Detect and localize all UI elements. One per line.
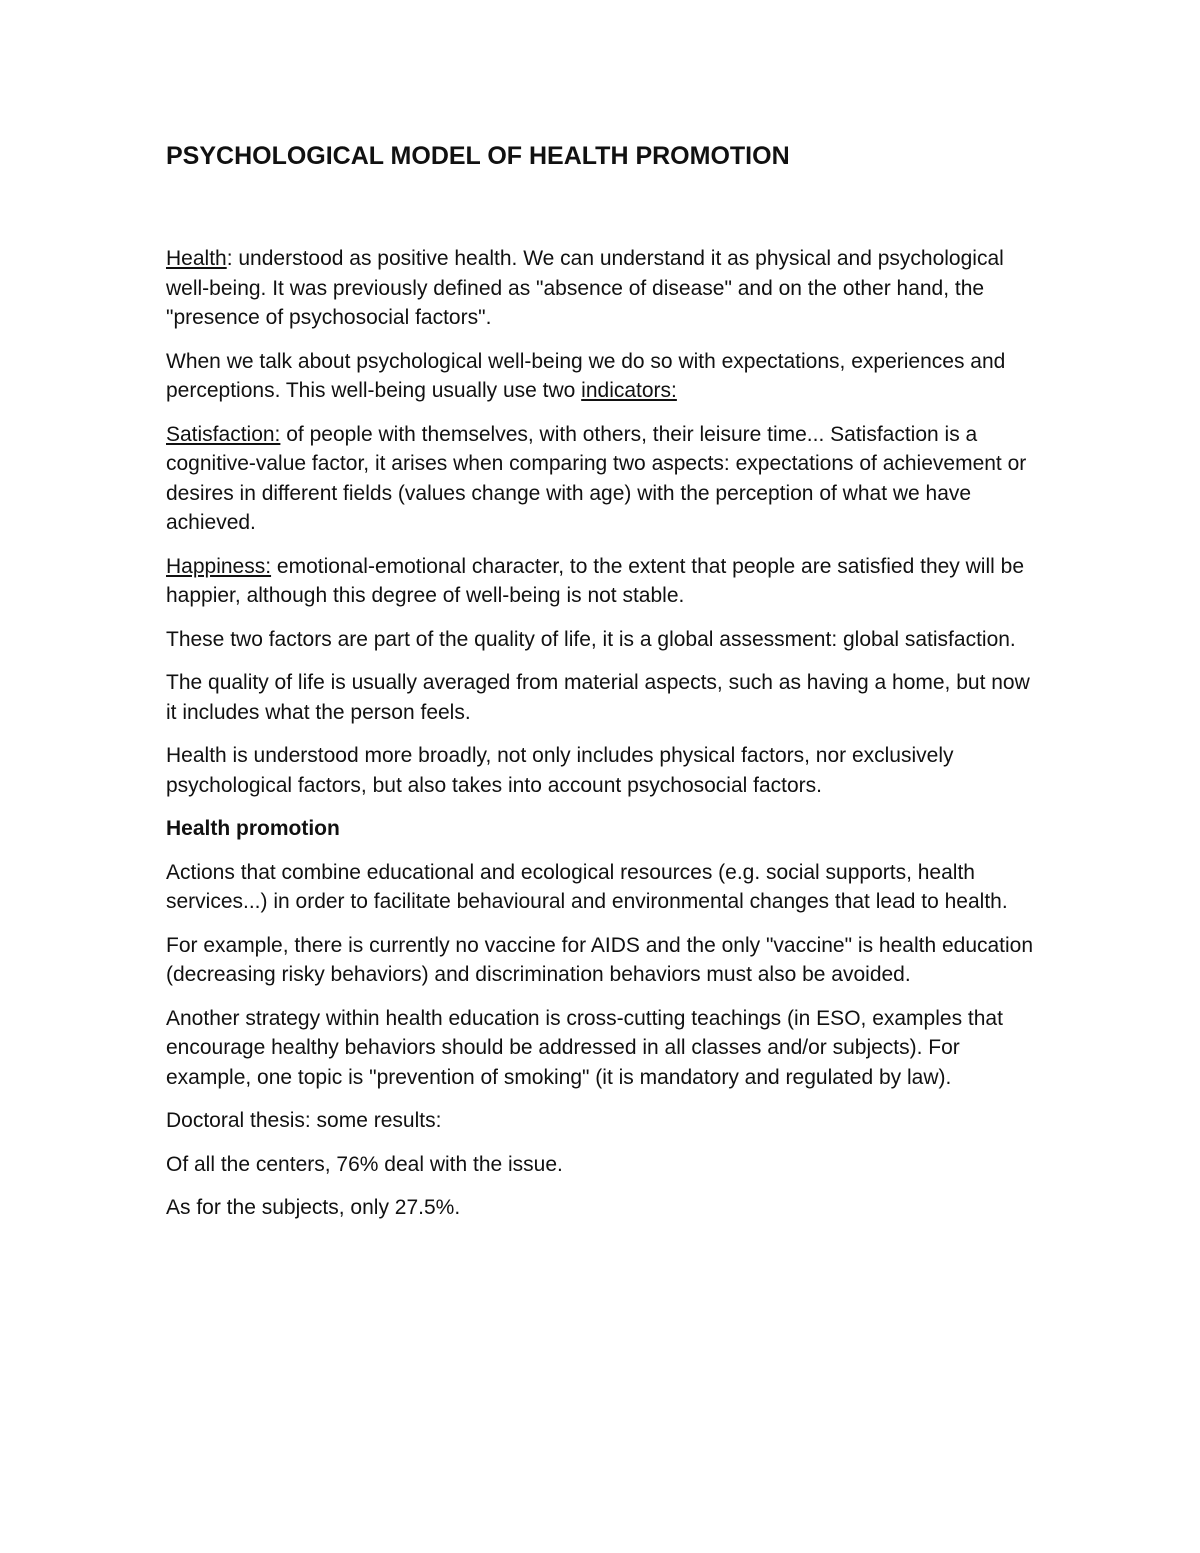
paragraph-subjects-result: As for the subjects, only 27.5%. — [166, 1196, 461, 1219]
paragraph-text: When we talk about psychological well-being we do so with expectations, experiences and perceptions. This well-being usually use two — [166, 349, 1006, 402]
document-title: PSYCHOLOGICAL MODEL OF HEALTH PROMOTION — [166, 142, 790, 170]
paragraph-text: : understood as positive health. We can understand it as physical and psychological well-being. It was previously defined as "absence of disease" and on the other hand, the "presence of psychosocial factors". — [166, 247, 1004, 329]
term-satisfaction: Satisfaction: — [166, 422, 281, 446]
paragraph-health-definition — [166, 244, 1046, 333]
paragraph-satisfaction — [166, 420, 1046, 538]
document-page — [166, 138, 1046, 1237]
section-heading-health-promotion: Health promotion — [166, 817, 340, 840]
paragraph-health-broadly: Health is understood more broadly, not only includes physical factors, nor exclusively psychological factors, but also takes into account psychosocial factors. — [166, 744, 954, 797]
paragraph-quality-of-life-factors: These two factors are part of the quality of life, it is a global assessment: global satisfaction. — [166, 627, 1016, 651]
term-health: Health — [166, 247, 227, 270]
paragraph-wellbeing — [166, 347, 1046, 406]
paragraph-actions: Actions that combine educational and ecological resources (e.g. social supports, health services...) in order to facilitate behavioural and environmental changes that lead to health. — [166, 860, 1008, 913]
paragraph-aids-example: For example, there is currently no vaccine for AIDS and the only "vaccine" is health education (decreasing risky behaviors) and discrimination behaviors must also be avoided. — [166, 933, 1034, 986]
paragraph-centers-result: Of all the centers, 76% deal with the issue. — [166, 1152, 563, 1176]
term-indicators: indicators: — [581, 379, 677, 402]
paragraph-quality-of-life-material: The quality of life is usually averaged from material aspects, such as having a home, but now it includes what the person feels. — [166, 671, 1030, 724]
paragraph-doctoral-thesis: Doctoral thesis: some results: — [166, 1109, 442, 1132]
term-happiness: Happiness: — [166, 554, 272, 578]
paragraph-text: of people with themselves, with others, their leisure time... Satisfaction is a cognitive-value factor, it arises when comparing two aspects: expectations of achievement or desires in different fields (values change with age) with the perception of what we have achieved. — [166, 422, 1027, 534]
paragraph-happiness — [166, 552, 1046, 611]
paragraph-strategy: Another strategy within health education is cross-cutting teachings (in ESO, examples that encourage healthy behaviors should be addressed in all classes and/or subjects). For example, one topic is "prevention of smoking" (it is mandatory and regulated by law). — [166, 1006, 1003, 1089]
paragraph-text: emotional-emotional character, to the extent that people are satisfied they will be happier, although this degree of well-being is not stable. — [166, 554, 1024, 607]
